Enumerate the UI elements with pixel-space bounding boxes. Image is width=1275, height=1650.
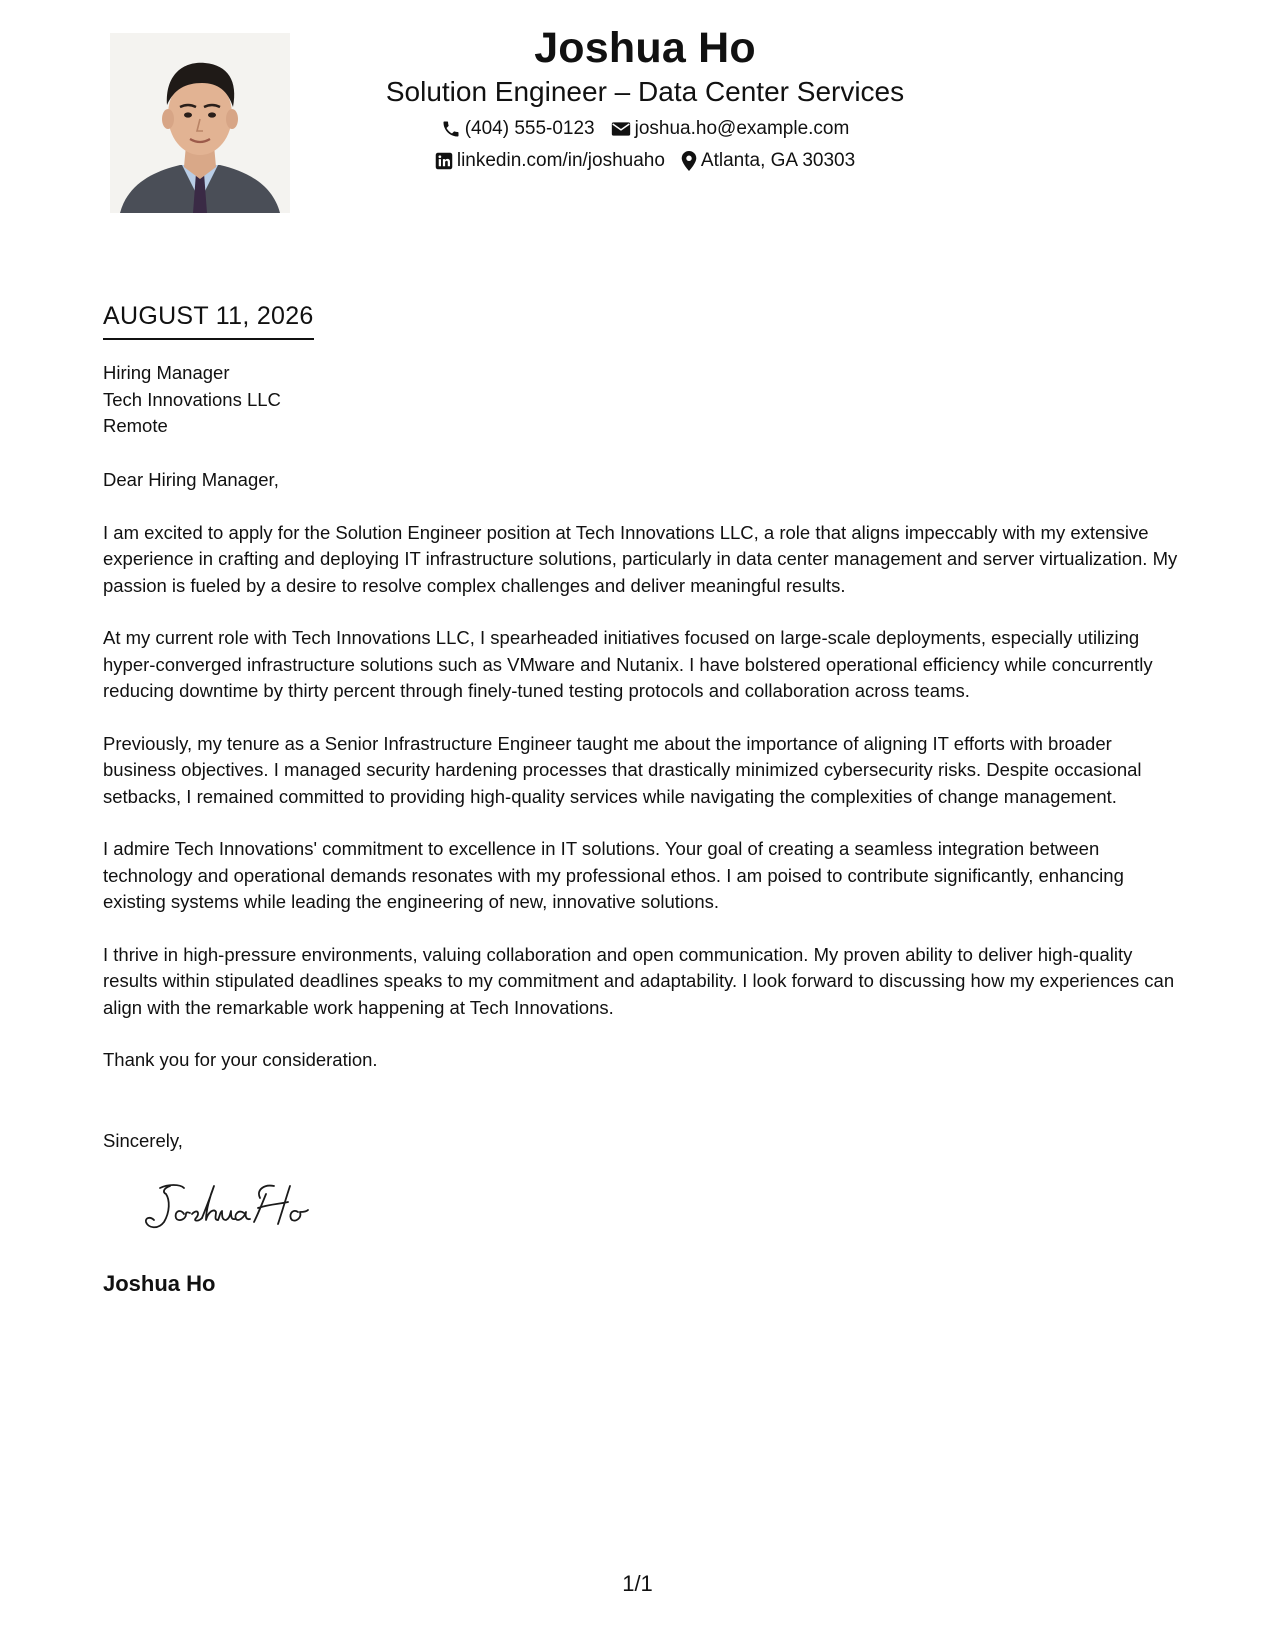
signature-drawing [140,1178,330,1238]
applicant-name: Joshua Ho [534,24,756,72]
salutation: Dear Hiring Manager, [103,469,279,490]
recipient-location: Remote [103,415,168,436]
paragraph-intro: I am excited to apply for the Solution Engineer position at Tech Innovations LLC, a role that aligns impeccably with my extensive experience in crafting and deploying IT infrastructure solutions, particularly in data center management and server virtualization. My passion is fueled by a desire to resolve complex challenges and deliver meaningful results. [103,521,1178,596]
recipient-block [103,360,281,440]
page-indicator: 1/1 [622,1571,653,1596]
closing: Sincerely, [103,1130,183,1151]
envelope-icon [611,121,631,137]
contact-phone[interactable] [441,117,595,141]
contact-line-2 [350,149,940,173]
linkedin-text: linkedin.com/in/joshuaho [456,150,665,171]
paragraph-current-role: At my current role with Tech Innovations LLC, I spearheaded initiatives focused on large-scale deployments, especially utilizing hyper-converged infrastructure solutions such as VMware and Nutanix. I have bolstered operational efficiency while concurrently reducing downtime by thirty percent through finely-tuned testing protocols and collaboration across teams. [103,627,1153,701]
handwritten-signature [140,1178,330,1238]
contact-line-1 [350,117,940,141]
letter-body [103,467,1178,1100]
signer-name: Joshua Ho [103,1271,216,1296]
email-text: joshua.ho@example.com [634,118,850,139]
phone-text: (404) 555-0123 [464,118,595,139]
profile-photo [110,33,290,213]
contact-linkedin[interactable] [435,149,665,173]
paragraph-closing-pitch: I thrive in high-pressure environments, valuing collaboration and open communication. My proven ability to deliver high-quality results within stipulated deadlines speaks to my commitment and adaptability. I look forward to discussing how my experiences can align with the remarkable work happening at Tech Innovations. [103,943,1175,1018]
job-title: Solution Engineer – Data Center Services [385,76,905,107]
paragraph-previous-role: Previously, my tenure as a Senior Infrastructure Engineer taught me about the importance of aligning IT efforts with broader business objectives. I managed security hardening processes that drastically minimized cybersecurity risks. Despite occasional setbacks, I remained committed to providing high-quality services while navigating the complexities of change management. [103,732,1142,807]
recipient-name: Hiring Manager [103,362,230,383]
paragraph-thanks: Thank you for your consideration. [103,1049,378,1070]
phone-icon [441,119,461,139]
recipient-company: Tech Innovations LLC [103,388,281,410]
letter-date: AUGUST 11, 2026 [103,300,314,340]
header [350,22,940,173]
location-text: Atlanta, GA 30303 [700,150,856,171]
contact-location [681,149,855,173]
paragraph-company-fit: I admire Tech Innovations' commitment to excellence in IT solutions. Your goal of creating a seamless integration between technology and operational demands resonates with my professional ethos. I am poised to contribute significantly, enhancing existing systems while leading the engineering of new, innovative solutions. [103,838,1124,912]
map-pin-icon [681,151,697,171]
portrait-illustration [110,33,290,213]
contact-email[interactable] [611,117,850,141]
linkedin-icon [435,152,453,170]
